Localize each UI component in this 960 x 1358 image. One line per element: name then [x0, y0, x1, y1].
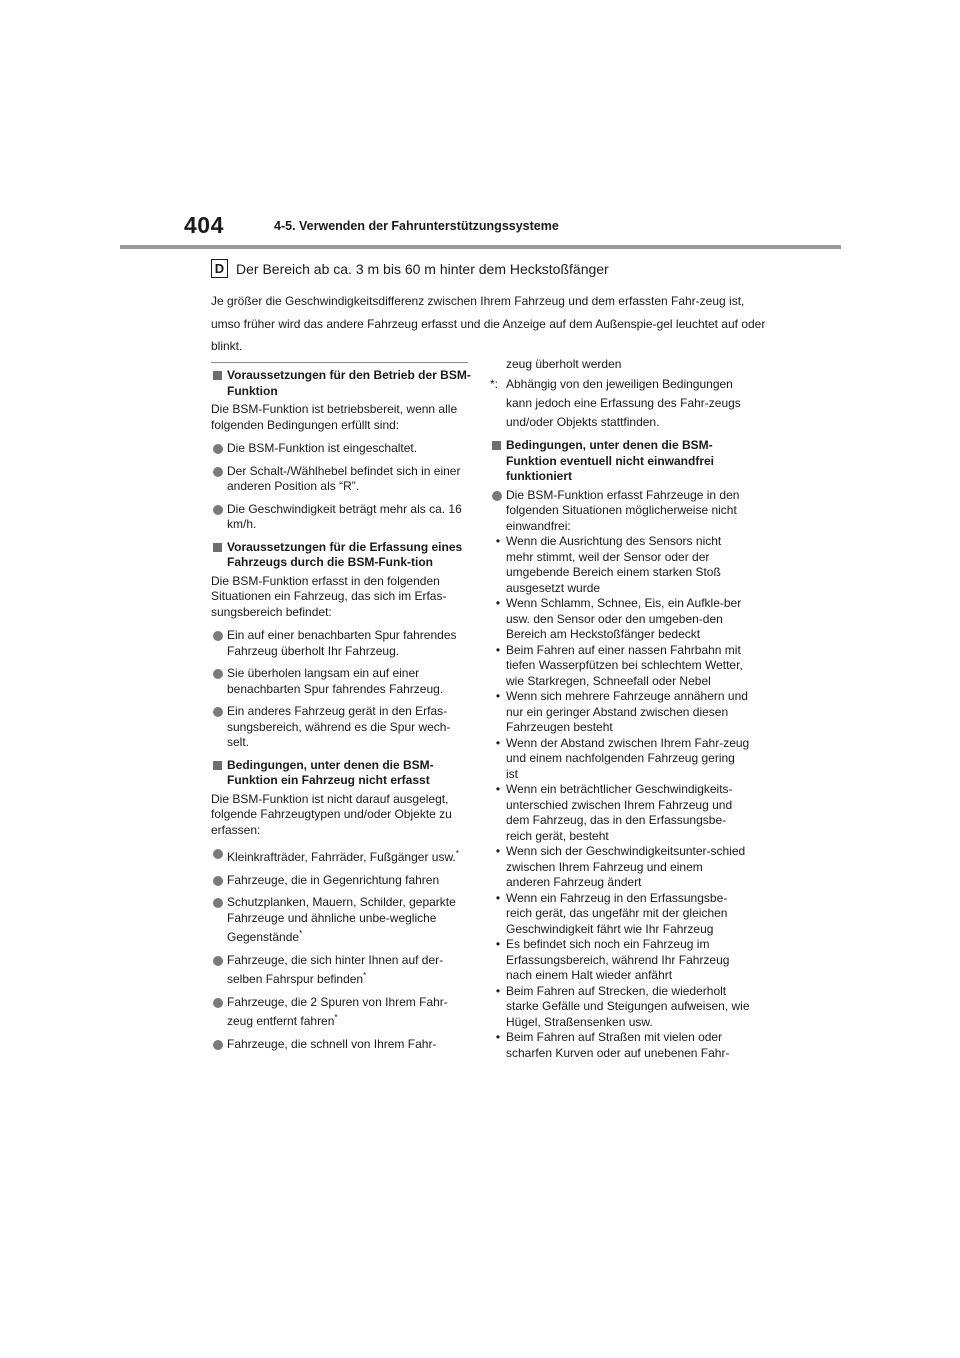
dash-item-text: Wenn Schlamm, Schnee, Eis, ein Aufkle-ber usw. den Sensor oder den umgeben-den Bereich am Heckstoßfänger bedeckt	[506, 596, 742, 641]
list-item	[490, 488, 750, 535]
dash-mark: •	[495, 534, 501, 548]
dash-item	[490, 689, 750, 736]
dash-item-text: Wenn ein beträchtlicher Geschwindigkeits-unterschied zwischen Ihrem Fahrzeug und dem Fahrzeug, das in den Erfassungsbe-reich gerät, besteht	[506, 782, 733, 843]
dash-mark: •	[495, 844, 501, 858]
header-rule	[120, 245, 841, 249]
heading-operation	[211, 368, 471, 399]
paragraph: Die BSM-Funktion ist nicht darauf ausgelegt, folgende Fahrzeugtypen und/oder Objekte zu erfassen:	[211, 791, 452, 837]
circle-bullet-icon	[213, 956, 223, 966]
page-number: 404	[184, 212, 224, 238]
section-d-heading	[211, 259, 931, 278]
list-item	[211, 666, 471, 697]
square-bullet-icon	[213, 371, 222, 380]
dash-item	[490, 844, 750, 891]
list-item-label: Fahrzeuge, die sich hinter Ihnen auf der-selben Fahrspur befinden	[227, 952, 444, 986]
dash-mark: •	[495, 735, 501, 750]
list-item	[211, 1037, 471, 1053]
heading-malfunction	[490, 438, 750, 485]
list-item-text: Fahrzeuge, die schnell von Ihrem Fahr-	[227, 1036, 437, 1051]
heading-text: Voraussetzungen für die Erfassung eines Fahrzeugs durch die BSM-Funk-tion	[227, 539, 463, 569]
dash-item	[490, 643, 750, 690]
dash-item-text: Beim Fahren auf Strecken, die wiederholt starke Gefälle und Steigungen aufweisen, wie Hügel, Straßensenken usw.	[506, 983, 750, 1029]
dash-item	[490, 782, 750, 844]
list-item-text: Ein auf einer benachbarten Spur fahrendes Fahrzeug überholt Ihr Fahrzeug.	[227, 628, 457, 658]
dash-mark: •	[495, 983, 501, 998]
list-item-text	[227, 846, 459, 866]
list-item-text: Ein anderes Fahrzeug gerät in den Erfas-sungsbereich, während es die Spur wech-selt.	[227, 704, 451, 749]
paragraph: Die BSM-Funktion ist betriebsbereit, wenn alle folgenden Bedingungen erfüllt sind:	[211, 402, 458, 432]
list-item	[211, 846, 471, 866]
list-item-label: Kleinkrafträder, Fahrräder, Fußgänger usw.	[227, 850, 456, 864]
square-bullet-icon	[213, 761, 222, 770]
dash-item-text: Wenn ein Fahrzeug in den Erfassungsbe-reich gerät, das ungefähr mit der gleichen Geschwindigkeit fährt wie Ihr Fahrzeug	[506, 890, 728, 936]
chapter-title: 4-5. Verwenden der Fahrunterstützungssysteme	[274, 219, 559, 233]
square-bullet-icon	[213, 543, 222, 552]
heading-not-detected	[211, 758, 471, 789]
right-column	[490, 355, 750, 1061]
dash-item	[490, 534, 750, 596]
list-item-label: Schutzplanken, Mauern, Schilder, geparkte Fahrzeuge und ähnliche unbe-wegliche Gegenstände	[227, 895, 456, 944]
list-item	[211, 441, 471, 457]
circle-bullet-icon	[213, 707, 223, 717]
circle-bullet-icon	[213, 1040, 223, 1050]
circle-bullet-icon	[213, 444, 223, 454]
list-item-text: Die BSM-Funktion erfasst Fahrzeuge in den folgenden Situationen möglicherweise nicht einwandfrei:	[506, 487, 740, 533]
dash-mark: •	[495, 642, 501, 657]
column-rule	[211, 362, 468, 363]
circle-bullet-icon	[492, 491, 502, 501]
list-item-text: Die BSM-Funktion ist eingeschaltet.	[227, 441, 418, 455]
circle-bullet-icon	[213, 898, 223, 908]
section-marker: D	[211, 259, 228, 278]
dash-mark: •	[495, 596, 501, 610]
circle-bullet-icon	[213, 505, 223, 515]
circle-bullet-icon	[213, 876, 223, 886]
list-item	[211, 704, 471, 751]
dash-item	[490, 736, 750, 783]
paragraph: Die BSM-Funktion erfasst in den folgenden Situationen ein Fahrzeug, das sich im Erfas-sungsbereich befindet:	[211, 573, 447, 619]
heading-text: Bedingungen, unter denen die BSM-Funktion ein Fahrzeug nicht erfasst	[227, 757, 434, 787]
section-title: Der Bereich ab ca. 3 m bis 60 m hinter dem Heckstoßfänger	[236, 260, 609, 277]
dash-mark: •	[495, 1030, 501, 1044]
dash-mark: •	[495, 782, 501, 796]
footnote-marker: *	[334, 1013, 338, 1022]
dash-item-text: Wenn sich der Geschwindigkeitsunter-schied zwischen Ihrem Fahrzeug und einem anderen Fahrzeug ändert	[506, 844, 746, 889]
list-item-text: Fahrzeuge, die in Gegenrichtung fahren	[227, 872, 440, 887]
dash-item-text: Wenn die Ausrichtung des Sensors nicht mehr stimmt, weil der Sensor oder der umgebende Bereich einem starken Stoß ausgesetzt wurde	[506, 534, 722, 595]
dash-mark: •	[495, 689, 501, 703]
footnote-marker: *	[455, 849, 459, 858]
list-item-text	[227, 953, 471, 988]
circle-bullet-icon	[213, 631, 223, 641]
square-bullet-icon	[492, 441, 501, 450]
footnote-marker: *	[363, 971, 367, 980]
dash-item	[490, 937, 750, 984]
list-item-label: Fahrzeuge, die 2 Spuren von Ihrem Fahr-zeug entfernt fahren	[227, 994, 448, 1028]
footnote-mark: *:	[490, 377, 499, 391]
list-item-text	[227, 895, 471, 946]
dash-item-text: Beim Fahren auf Straßen mit vielen oder scharfen Kurven oder auf unebenen Fahr-	[506, 1030, 730, 1060]
list-item	[211, 873, 471, 889]
section-intro: Je größer die Geschwindigkeitsdifferenz zwischen Ihrem Fahrzeug und dem erfassten Fahr-zeug ist, umso früher wird das andere Fahrzeug erfasst und die Anzeige auf dem Außenspie-gel leuchtet auf oder blinkt.	[211, 294, 766, 353]
list-item-text: Die Geschwindigkeit beträgt mehr als ca. 16 km/h.	[227, 501, 462, 531]
dash-item-text: Wenn sich mehrere Fahrzeuge annähern und nur ein geringer Abstand zwischen diesen Fahrzeugen besteht	[506, 689, 748, 734]
list-item	[211, 953, 471, 988]
dash-mark: •	[495, 937, 501, 951]
list-item-text: Der Schalt-/Wählhebel befindet sich in einer anderen Position als “R”.	[227, 463, 461, 493]
dash-item-text: Beim Fahren auf einer nassen Fahrbahn mit tiefen Wasserpfützen bei schlechtem Wetter, wie Starkregen, Schneefall oder Nebel	[506, 642, 743, 688]
footnote	[490, 375, 750, 432]
dash-item	[490, 596, 750, 643]
list-item	[211, 464, 471, 495]
list-item	[211, 995, 471, 1030]
circle-bullet-icon	[213, 998, 223, 1008]
circle-bullet-icon	[213, 669, 223, 679]
circle-bullet-icon	[213, 467, 223, 477]
footnote-marker: *	[299, 929, 303, 938]
dash-mark: •	[495, 890, 501, 905]
dash-item	[490, 984, 750, 1031]
list-item	[211, 628, 471, 659]
dash-item-text: Es befindet sich noch ein Fahrzeug im Erfassungsbereich, während Ihr Fahrzeug nach einem Halt wieder anfährt	[506, 937, 730, 982]
heading-text: Voraussetzungen für den Betrieb der BSM-Funktion	[227, 368, 471, 398]
list-item-text: Sie überholen langsam ein auf einer benachbarten Spur fahrendes Fahrzeug.	[227, 666, 444, 696]
heading-text: Bedingungen, unter denen die BSM-Funktion eventuell nicht einwandfrei funktioniert	[506, 438, 715, 483]
list-item	[211, 502, 471, 533]
continuation-text: zeug überholt werden	[506, 357, 622, 371]
left-column	[211, 368, 471, 1059]
circle-bullet-icon	[213, 849, 223, 859]
dash-item	[490, 1030, 750, 1061]
list-item	[211, 895, 471, 946]
list-item-text	[227, 995, 471, 1030]
footnote-text: Abhängig von den jeweiligen Bedingungen kann jedoch eine Erfassung des Fahr-zeugs und/oder Objekts stattfinden.	[506, 377, 741, 429]
dash-item-text: Wenn der Abstand zwischen Ihrem Fahr-zeug und einem nachfolgenden Fahrzeug gering ist	[506, 735, 750, 781]
heading-detection	[211, 540, 471, 571]
dash-item	[490, 891, 750, 938]
